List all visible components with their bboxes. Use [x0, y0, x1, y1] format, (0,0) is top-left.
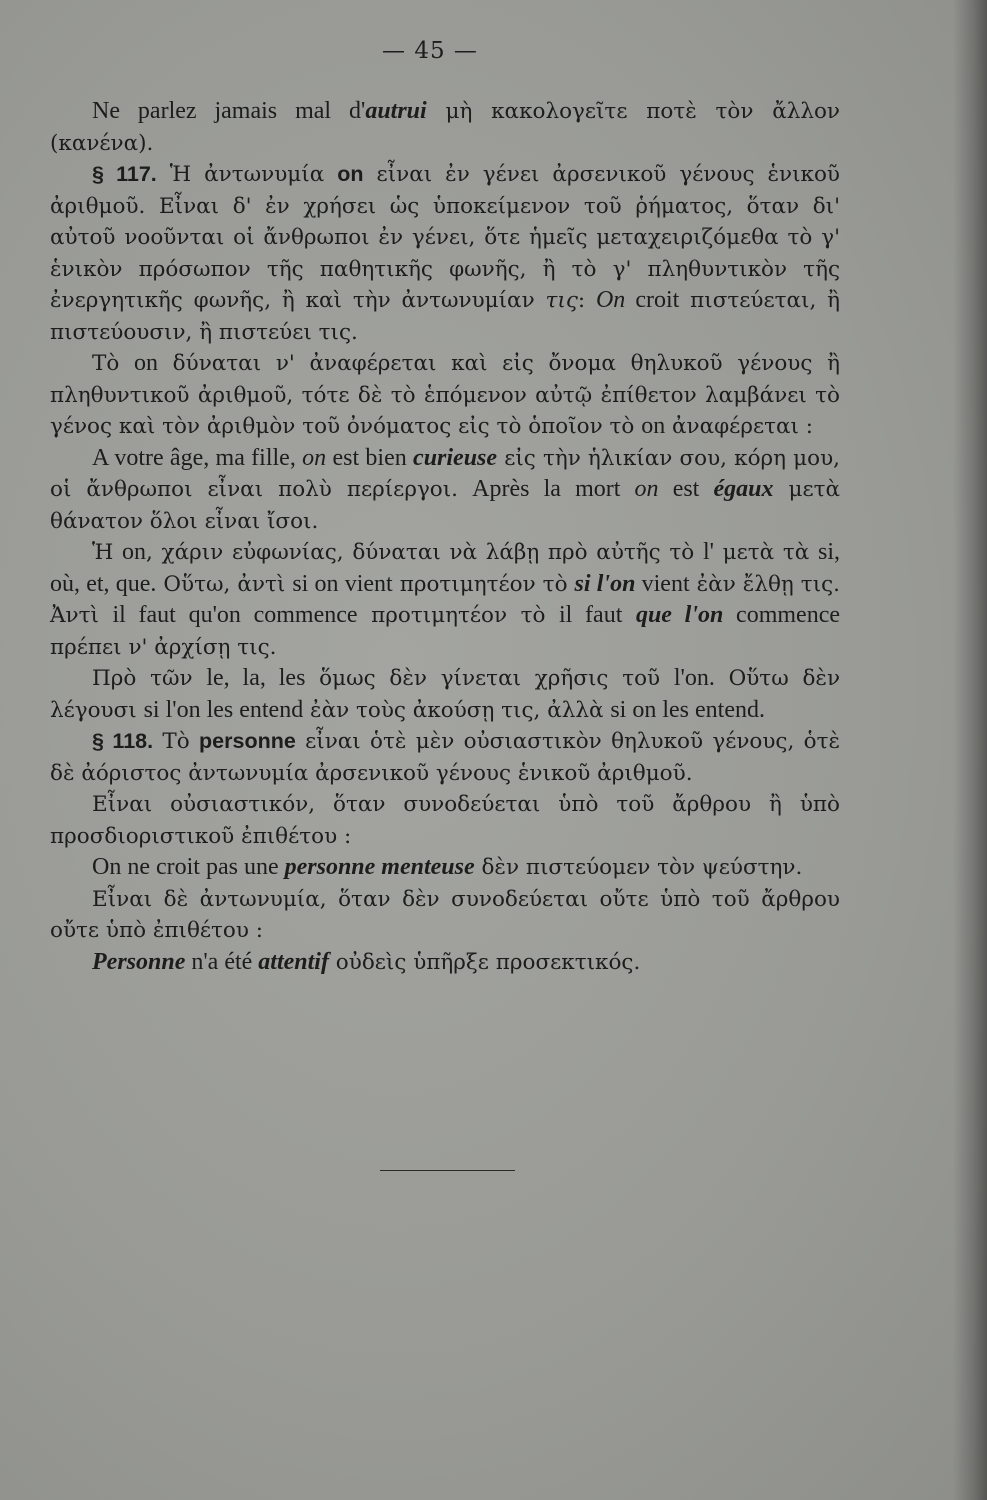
page-body — [50, 96, 840, 978]
section-117: § 117. Ἡ ἀντωνυμία on εἶναι ἐν γένει ἀρσενικοῦ γένους ἑνικοῦ ἀριθμοῦ. Εἶναι δ' ἐν χρήσει ὡς ὑποκείμενον τοῦ ῥήματος, ὅταν δι' αὐτοῦ νοοῦνται οἱ ἄνθρωποι ἐν γένει, ὅτε ἡμεῖς μεταχειριζόμεθα τὸ γ' ἑνικὸν πρόσωπον τῆς παθητικῆς φωνῆς, ἢ τὸ γ' πληθυντικὸν τῆς ἐνεργητικῆς φωνῆς, ἢ καὶ τὴν ἀντωνυμίαν τις: On croit πιστεύεται, ἢ πιστεύουσιν, ἢ πιστεύει τις. — [50, 162, 841, 345]
paragraph-8: Εἶναι οὐσιαστικόν, ὅταν συνοδεύεται ὑπὸ τοῦ ἄρθρου ἢ ὑπὸ προσδιοριστικοῦ ἐπιθέτου : — [50, 792, 840, 849]
example-9: On ne croit pas une personne menteuse δὲν πιστεύομεν τὸν ψεύστην. — [92, 854, 803, 880]
closing-rule — [380, 1170, 515, 1171]
page-number: — 45 — — [382, 38, 478, 64]
example-4: A votre âge, ma fille, on est bien curieuse εἰς τὴν ἡλικίαν σου, κόρη μου, οἱ ἄνθρωποι εἶναι πολὺ περίεργοι. Après la mort on est égaux μετὰ θάνατον ὅλοι εἶναι ἴσοι. — [50, 444, 840, 534]
paragraph-5: Ἡ on, χάριν εὐφωνίας, δύναται νὰ λάβῃ πρὸ αὐτῆς τὸ l' μετὰ τὰ si, où, et, que. Οὕτω, ἀντὶ si on vient προτιμητέον τὸ si l'on vient ἐὰν ἔλθῃ τις. Ἀντὶ il faut qu'on commence προτιμητέον τὸ il faut que l'on commence πρέπει ν' ἀρχίσῃ τις. — [50, 539, 841, 660]
paragraph-1: Ne parlez jamais mal d'autrui μὴ κακολογεῖτε ποτὲ τὸν ἄλλον (κανένα). — [50, 98, 840, 156]
example-11: Personne n'a été attentif οὐδεὶς ὑπῆρξε προσεκτικός. — [92, 948, 641, 975]
page-edge-shadow — [953, 0, 987, 1500]
section-number-117: § 117. — [92, 162, 157, 186]
paragraph-6: Πρὸ τῶν le, la, les ὅμως δὲν γίνεται χρῆσις τοῦ l'on. Οὕτω δὲν λέγουσι si l'on les entend ἐὰν τοὺς ἀκούσῃ τις, ἀλλὰ si on les entend. — [50, 665, 841, 723]
section-118: § 118. Τὸ personne εἶναι ὁτὲ μὲν οὐσιαστικὸν θηλυκοῦ γένους, ὁτὲ δὲ ἀόριστος ἀντωνυμία ἀρσενικοῦ γένους ἑνικοῦ ἀριθμοῦ. — [50, 729, 841, 786]
section-number-118: § 118. — [92, 729, 154, 753]
paragraph-3: Τὸ on δύναται ν' ἀναφέρεται καὶ εἰς ὄνομα θηλυκοῦ γένους ἢ πληθυντικοῦ ἀριθμοῦ, τότε δὲ τὸ ἑπόμενον αὐτῷ ἐπίθετον λαμβάνει τὸ γένος καὶ τὸν ἀριθμὸν τοῦ ὀνόματος εἰς τὸ ὁποῖον τὸ on ἀναφέρεται : — [50, 350, 840, 439]
paragraph-10: Εἶναι δὲ ἀντωνυμία, ὅταν δὲν συνοδεύεται οὔτε ὑπὸ τοῦ ἄρθρου οὔτε ὑπὸ ἐπιθέτου : — [50, 886, 840, 943]
